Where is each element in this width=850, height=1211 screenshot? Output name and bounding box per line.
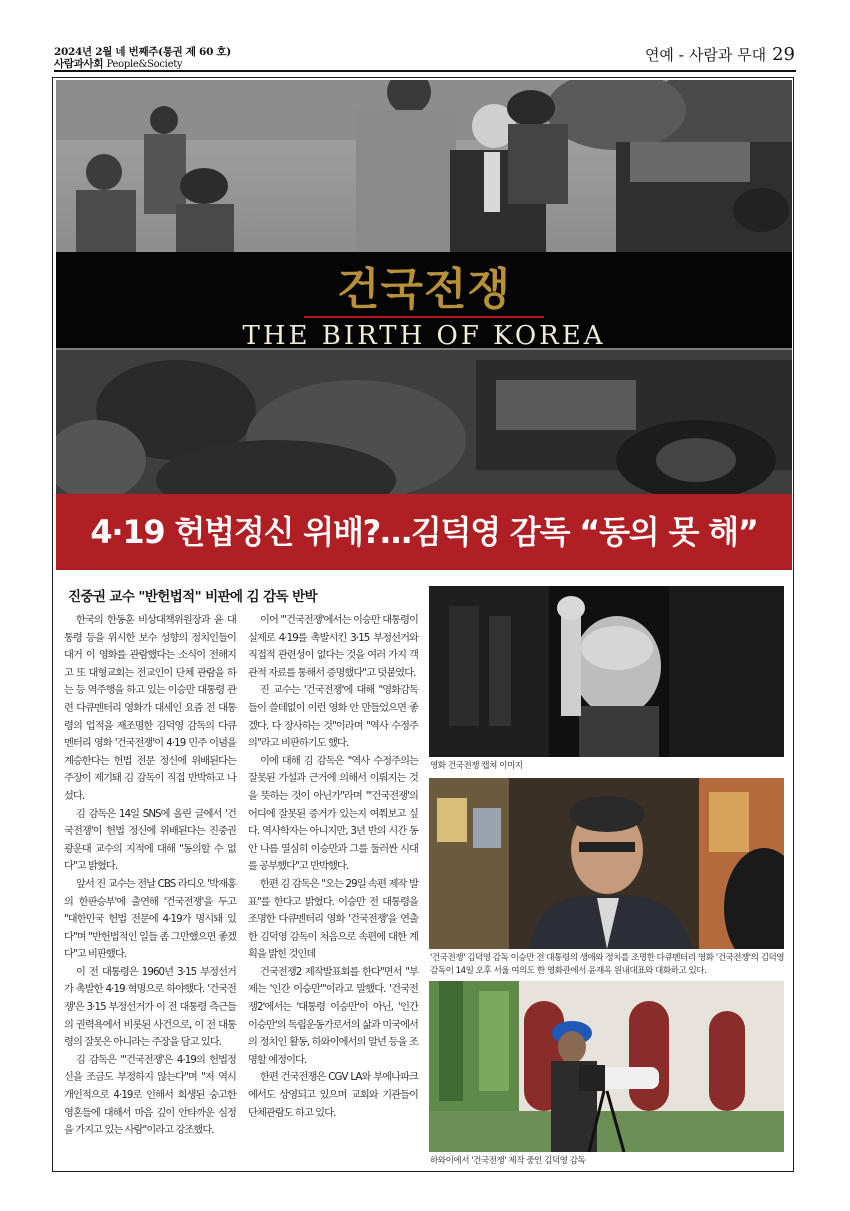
photo-caption-1: 영화 건국전쟁 캡쳐 이미지 (430, 761, 523, 771)
body-column-2 (248, 612, 418, 1122)
body-column-1 (64, 612, 236, 1140)
photo-caption-3: 하와이에서 '건국전쟁' 제작 중인 김덕영 감독 (430, 1156, 586, 1166)
film-title-band (56, 252, 792, 351)
filming-photo-illustration (429, 981, 784, 1152)
headline: 4·19 헌법정신 위배?…김덕영 감독 “동의 못 해” (56, 494, 792, 570)
film-still-illustration (429, 586, 784, 757)
paragraph: 한편 건국전쟁은 CGV LA와 부에나파크 에서도 상영되고 있으며 교회와 기관들이 단체관람도 하고 있다. (248, 1072, 418, 1119)
issue-info: 2024년 2월 네 번째주(통권 제 60 호) (54, 46, 231, 58)
director-photo (429, 778, 784, 949)
film-title-korean: 건국전쟁 (336, 264, 511, 315)
paragraph: 이 전 대통령은 1960년 3·15 부정선거가 촉발한 4·19 혁명으로 하야했다. '건국전쟁'은 3·15 부정선거가 이 전 대통령 측근들의 권력욕에서 비롯된 사건으로, 이 전 대통령의 잘못은 아니라는 주장을 담고 있다. (64, 966, 236, 1049)
paragraph: 김 감독은 14일 SNS에 올린 글에서 '건국전쟁'이 헌법 정신에 위배된다는 진중권 광운대 교수의 지적에 대해 "동의할 수 없다"고 밝혔다. (64, 808, 236, 873)
paragraph: 건국전쟁2 제작발표회를 한다"면서 "부제는 '인간 이승만'"이라고 말했다. '건국전쟁2'에서는 '대통령 이승만'이 아닌, '인간 이승만'의 독립운동가로서의 삶과 미국에서의 정치인 활동, 하와이에서의 말년 등을 조명할 예정이다. (248, 966, 418, 1066)
paragraph: 앞서 진 교수는 전날 CBS 라디오 '박재홍의 한판승부'에 출연해 '건국전쟁'을 두고 "대한민국 헌법 전문에 4·19가 명시돼 있다"며 "반헌법적인 일들 좀 그만했으면 좋겠다"고 비판했다. (64, 878, 236, 961)
paragraph: 김 감독은 "'건국전쟁'은 4·19의 헌법정신을 조금도 부정하지 않는다"며 "저 역시 개인적으로 4·19로 인해서 희생된 숭고한 영혼들에 대해서 마음 깊이 안타까운 심정을 가지고 있는 사람"이라고 강조했다. (64, 1054, 236, 1137)
publication-name (54, 56, 182, 71)
section-header (645, 44, 795, 65)
section-name: 연예 - 사람과 무대 (644, 46, 767, 64)
paragraph: 이어 "'건국전쟁'에서는 이승만 대통령이 실제로 4·19를 촉발시킨 3·15 부정선거와 직접적 관련성이 없다는 것을 여러 가지 객관적 자료를 통해서 증명했다"고 덧붙였다. (248, 615, 418, 679)
header-rule (54, 70, 796, 72)
film-title-english: THE BIRTH OF KOREA (242, 321, 606, 351)
director-photo-illustration (429, 778, 784, 949)
paragraph: 한편 김 감독은 "오는 29일 속편 제작 발표"를 한다고 밝혔다. 이승만 전 대통령을 조명한 다큐멘터리 영화 '건국전쟁'을 연출한 김덕영 감독이 처음으로 속편에 대한 계획을 밝힌 것인데 (248, 878, 418, 961)
page-number: 29 (772, 44, 795, 65)
title-divider (304, 316, 544, 318)
paragraph: 진 교수는 '건국전쟁'에 대해 "영화감독들이 쓸데없이 이런 영화 안 만들었으면 좋겠다. 다 장사하는 것"이라며 "역사 수정주의"라고 비판하기도 했다. (248, 685, 418, 750)
publication-name-en: People&Society (106, 59, 183, 70)
paragraph: 한국의 한동훈 비상대책위원장과 윤 대통령 등을 위시한 보수 성향의 정치인들이 대거 이 영화를 관람했다는 소식이 전해지고 또 대형교회는 전교인이 단체 관람을 하는 등 역주행을 하고 있는 이승만 대통령 관련 다큐멘터리 영화가 대세인 요즘 전 대통령의 업적을 재조명한 김덕영 감독의 다큐멘터리 영화 '건국전쟁'이 4·19 민주 이념을 계승한다는 헌법 전문 정신에 위배된다는 주장이 제기돼 김 감독이 직접 반박하고 나섰다. (64, 615, 236, 802)
paragraph: 이에 대해 김 감독은 "역사 수정주의는 잘못된 가설과 근거에 의해서 이뤄지는 것을 뜻하는 것이 아닌가"라며 "'건국전쟁'의 어디에 잘못된 증거가 있는지 여쭤보고 싶다. 역사학자는 아니지만, 3년 반의 시간 동안 나름 열심히 이승만과 그를 둘러싼 시대를 공부했다"고 반박했다. (248, 755, 418, 873)
filming-photo (429, 981, 784, 1152)
subheadline: 진중권 교수 "반헌법적" 비판에 김 감독 반박 (68, 589, 317, 605)
publication-name-ko: 사람과사회 (54, 58, 104, 70)
photo-caption-2: '건국전쟁' 김덕영 감독 이승만 전 대통령의 생애와 정치를 조명한 다큐멘터리 영화 '건국전쟁'의 김덕영 감독이 14일 오후 서울 여의도 한 영화관에서 윤재옥 원내대표와 대화하고 있다. (430, 953, 785, 976)
film-still-photo (429, 586, 784, 757)
